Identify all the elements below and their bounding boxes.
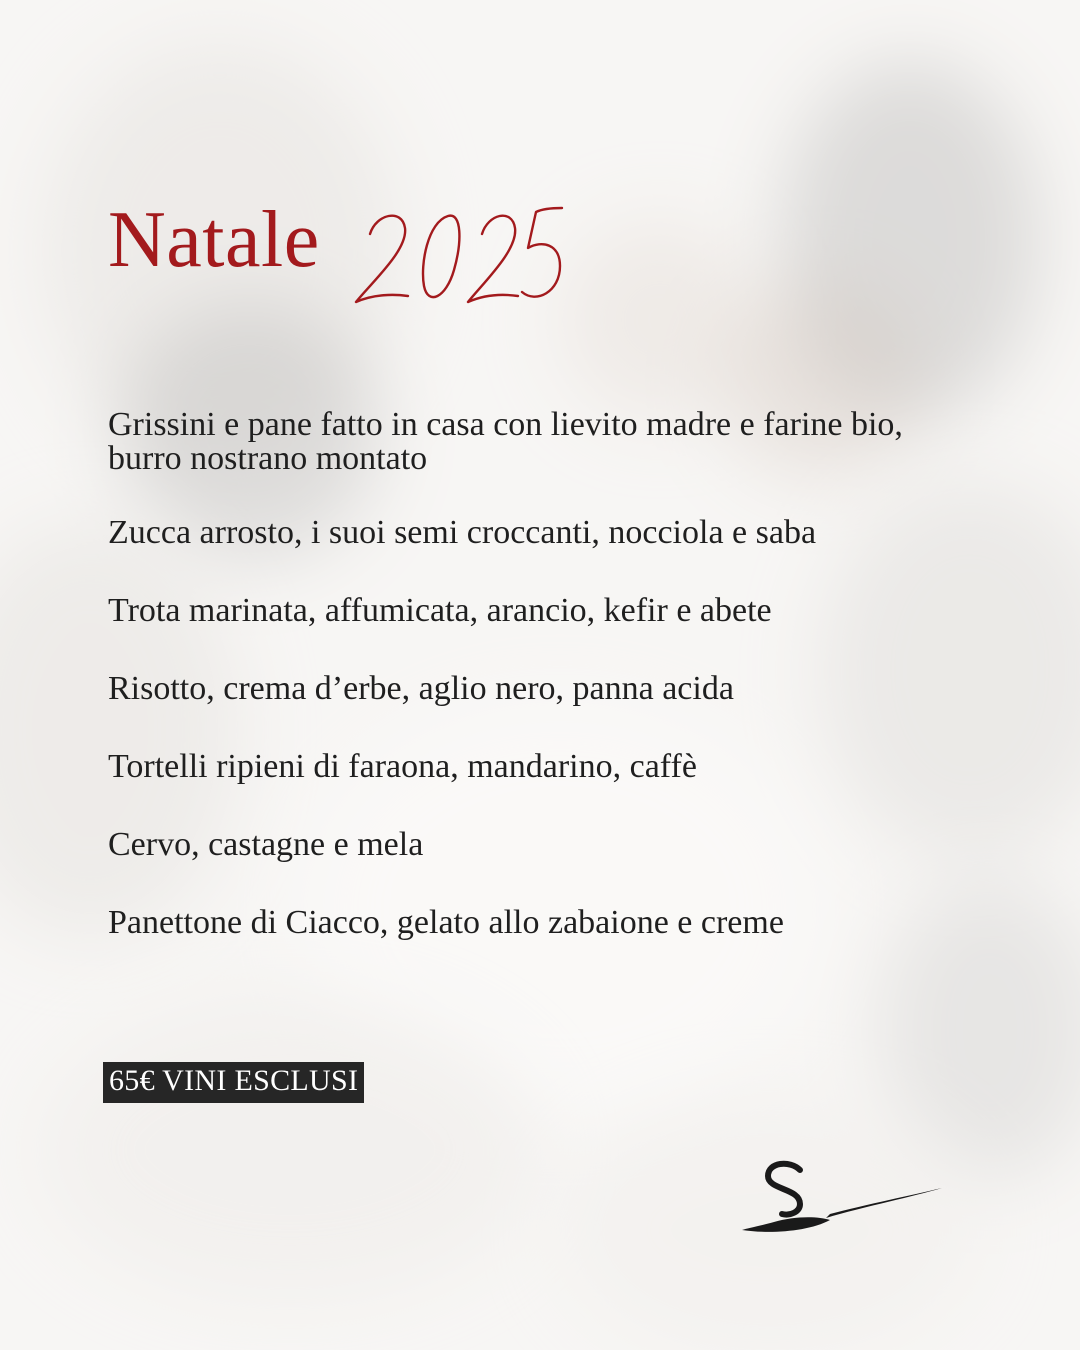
spoon-s-logo-icon xyxy=(738,1158,948,1242)
year-script-art xyxy=(350,194,565,312)
menu-item: Trota marinata, affumicata, arancio, kefir e abete xyxy=(108,592,772,629)
title-word: Natale xyxy=(108,196,320,284)
menu-item: Risotto, crema d’erbe, aglio nero, panna acida xyxy=(108,670,734,707)
price-badge: 65€ VINI ESCLUSI xyxy=(103,1062,364,1103)
menu-item: Zucca arrosto, i suoi semi croccanti, nocciola e saba xyxy=(108,514,817,551)
menu-item: Cervo, castagne e mela xyxy=(108,826,424,863)
menu-list xyxy=(108,408,968,984)
page-title xyxy=(108,190,668,320)
menu-item: Grissini e pane fatto in casa con lievito madre e farine bio, burro nostrano montato xyxy=(108,406,903,477)
title-year-text xyxy=(350,194,352,195)
menu-item: Panettone di Ciacco, gelato allo zabaione e creme xyxy=(108,904,784,941)
title-year-script xyxy=(350,194,565,312)
menu-item: Tortelli ripieni di faraona, mandarino, caffè xyxy=(108,748,697,785)
